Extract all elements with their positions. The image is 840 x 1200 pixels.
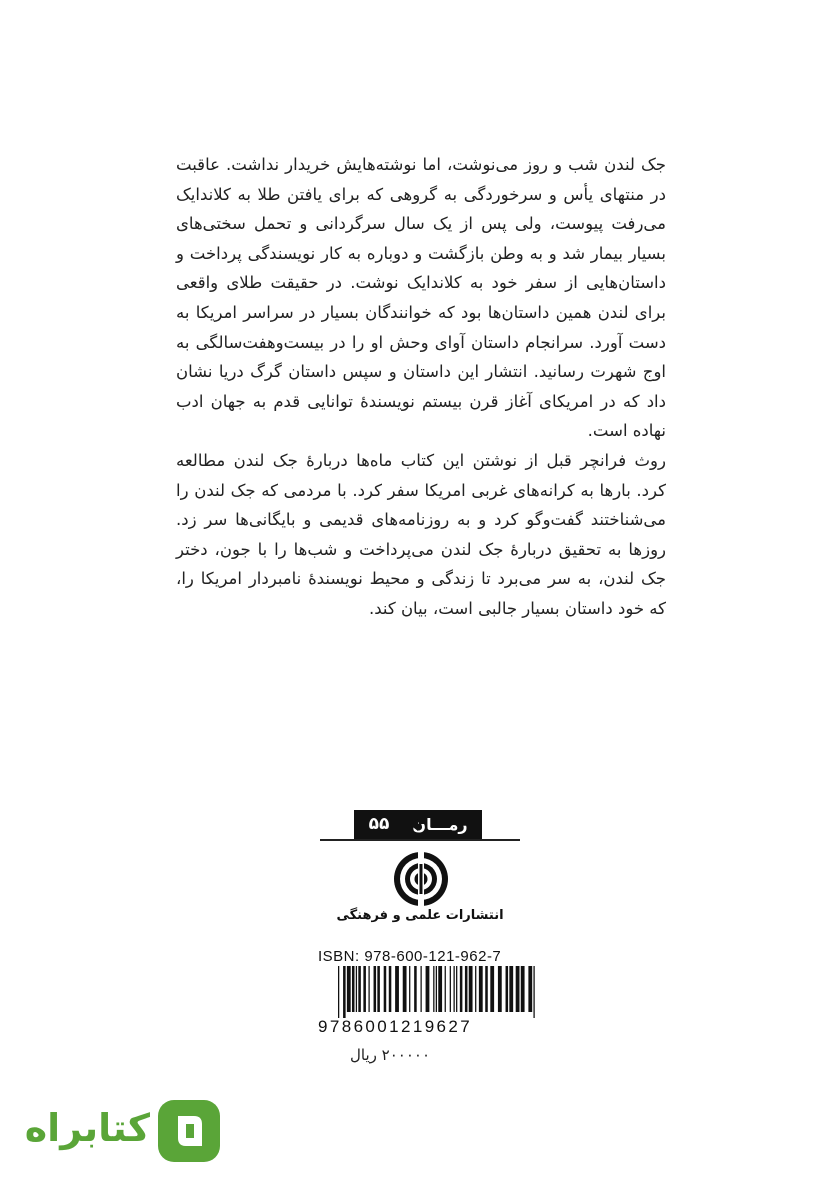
series-badge [320, 810, 520, 840]
series-underline [320, 839, 520, 841]
publisher-logo-icon [384, 850, 458, 908]
series-number: ۵۵ [354, 810, 404, 839]
ean-digits: 9786001219627 [318, 1017, 473, 1036]
price-text: ۲۰۰۰۰۰ ریال [350, 1046, 430, 1064]
publisher-name: انتشارات علمی و فرهنگی [336, 908, 504, 923]
barcode-icon [338, 966, 536, 1018]
isbn-text: ISBN: 978-600-121-962-7 [318, 948, 502, 965]
series-arrow-icon [410, 819, 418, 831]
brand-name: کتابراه [24, 1106, 150, 1150]
paragraph-2: روث فرانچر قبل از نوشتن این کتاب ماه‌ها دربارهٔ جک لندن مطالعه کرد. بارها به کرانه‌های غربی امریکا سفر کرد. با مردمی که جک لندن را می‌شناختند گفت‌وگو کرد و به روزنامه‌های قدیمی و بایگانی‌ها سر زد. روزها به تحقیق دربارهٔ جک لندن می‌پرداخت و شب‌ها را با جون، دختر جک لندن، به سر می‌برد تا زندگی و محیط نویسندهٔ نامبردار امریکا را، که خود داستان بسیار جالبی است، بیان کند. [176, 450, 666, 618]
back-cover-text [176, 150, 666, 624]
paragraph-1: جک لندن شب و روز می‌نوشت، اما نوشته‌هایش خریدار نداشت. عاقبت در منتهای یأس و سرخوردگی به گروهی که برای یافتن طلا به کلاندایک می‌رفت پیوست، ولی پس از یک سال سرگردانی و تحمل سختی‌های بسیار بیمار شد و به وطن بازگشت و دوباره به کار نویسندگی پرداخت و داستان‌هایی از سفر خود به کلاندایک نوشت. در حقیقت طلای واقعی برای لندن همین داستان‌ها بود که خوانندگان بسیار در سراسر امریکا به دست آورد. سرانجام داستان آوای وحش او را در بیست‌وهفت‌سالگی به اوج شهرت رسانید. انتشار این داستان و سپس داستان گرگ دریا نشان داد که در امریکای آغاز قرن بیستم نویسندهٔ توانایی قدم به جهان ادب نهاده است. [176, 155, 666, 441]
ketabrah-book-icon [156, 1098, 222, 1164]
series-label: رمـــان [398, 810, 482, 839]
ketabrah-logo [24, 1098, 225, 1168]
